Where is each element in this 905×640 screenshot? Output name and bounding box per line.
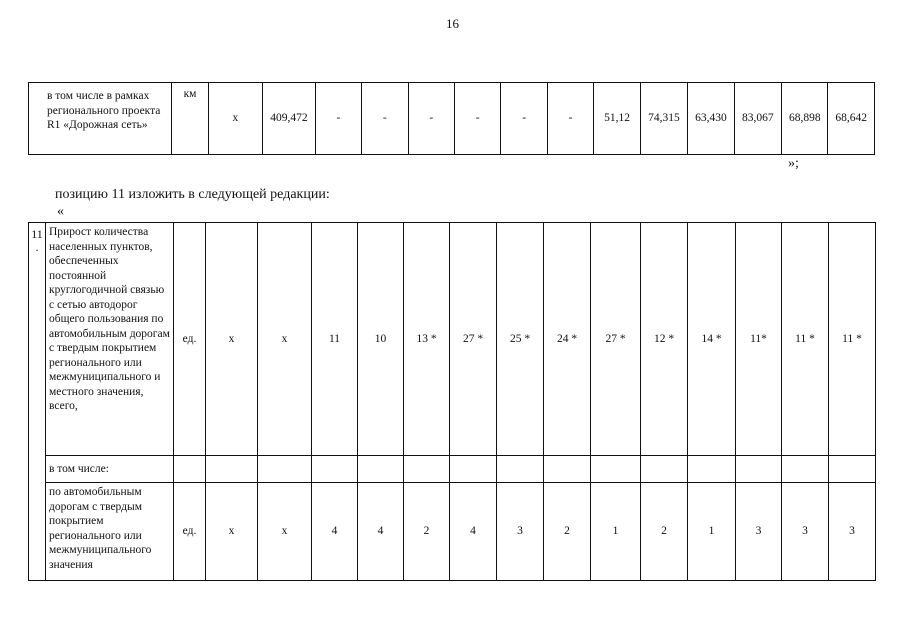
value-cell — [358, 456, 404, 483]
row-description: в том числе: — [46, 456, 174, 483]
page-number: 16 — [446, 16, 459, 31]
value-cell — [312, 456, 358, 483]
value-cell: 11 * — [782, 223, 829, 456]
value-cell: 63,430 — [688, 83, 734, 155]
value-cell: 83,067 — [734, 83, 781, 155]
unit-cell: ед. — [174, 223, 206, 456]
value-cell: 13 * — [404, 223, 450, 456]
value-cell — [497, 456, 544, 483]
row-description: Прирост количества населенных пунктов, обеспеченных постоянной круглогодичной связью с сетью автодорог общего пользования по автомобильным дорогам с твердым покрытием регионального или межмуниципального и местного значения, всего, — [46, 223, 174, 456]
value-cell — [206, 456, 258, 483]
value-cell: 25 * — [497, 223, 544, 456]
opening-quote: « — [57, 204, 64, 219]
value-cell: 68,642 — [828, 83, 875, 155]
value-cell: 3 — [782, 483, 829, 581]
closing-mark: »; — [788, 156, 799, 171]
value-cell: 10 — [358, 223, 404, 456]
value-cell: 11 * — [829, 223, 876, 456]
value-cell: - — [501, 83, 547, 155]
value-cell: 4 — [312, 483, 358, 581]
value-cell: - — [454, 83, 500, 155]
value-cell — [544, 456, 591, 483]
position-number: 11 . — [29, 223, 46, 581]
value-cell: 27 * — [591, 223, 641, 456]
value-cell: - — [315, 83, 361, 155]
value-cell: 27 * — [450, 223, 497, 456]
value-cell — [258, 456, 312, 483]
value-cell: х — [258, 483, 312, 581]
table-row — [29, 83, 875, 155]
value-cell: - — [547, 83, 593, 155]
value-cell — [736, 456, 782, 483]
value-cell: 4 — [358, 483, 404, 581]
table-row — [29, 456, 876, 483]
value-cell: 14 * — [688, 223, 736, 456]
value-cell: 11 — [312, 223, 358, 456]
value-cell: х — [206, 483, 258, 581]
value-cell: 74,315 — [640, 83, 687, 155]
value-cell: 12 * — [641, 223, 688, 456]
value-cell — [829, 456, 876, 483]
unit-cell — [174, 456, 206, 483]
value-cell: х — [258, 223, 312, 456]
value-cell: х — [206, 223, 258, 456]
value-cell: 1 — [591, 483, 641, 581]
value-cell: 1 — [688, 483, 736, 581]
value-cell — [782, 456, 829, 483]
value-cell: 2 — [544, 483, 591, 581]
value-cell: - — [362, 83, 408, 155]
value-cell: 51,12 — [594, 83, 640, 155]
value-cell: 2 — [404, 483, 450, 581]
unit-cell: км — [172, 83, 208, 155]
unit-cell: ед. — [174, 483, 206, 581]
value-cell: 2 — [641, 483, 688, 581]
value-cell: х — [208, 83, 263, 155]
row-description: в том числе в рамках регионального проекта R1 «Дорожная сеть» — [29, 83, 172, 155]
value-cell — [591, 456, 641, 483]
value-cell — [404, 456, 450, 483]
value-cell: 409,472 — [263, 83, 315, 155]
value-cell — [688, 456, 736, 483]
value-cell: 3 — [829, 483, 876, 581]
indicator-table-top — [28, 82, 875, 155]
value-cell — [641, 456, 688, 483]
value-cell: 68,898 — [782, 83, 828, 155]
value-cell: 4 — [450, 483, 497, 581]
value-cell: - — [408, 83, 454, 155]
instruction-text: позицию 11 изложить в следующей редакции: — [55, 187, 330, 202]
value-cell: 24 * — [544, 223, 591, 456]
value-cell: 3 — [497, 483, 544, 581]
table-row — [29, 483, 876, 581]
value-cell: 11* — [736, 223, 782, 456]
row-description: по автомобильным дорогам с твердым покрытием регионального или межмуниципального значения — [46, 483, 174, 581]
value-cell: 3 — [736, 483, 782, 581]
table-row — [29, 223, 876, 456]
indicator-table-position-11 — [28, 222, 876, 581]
value-cell — [450, 456, 497, 483]
